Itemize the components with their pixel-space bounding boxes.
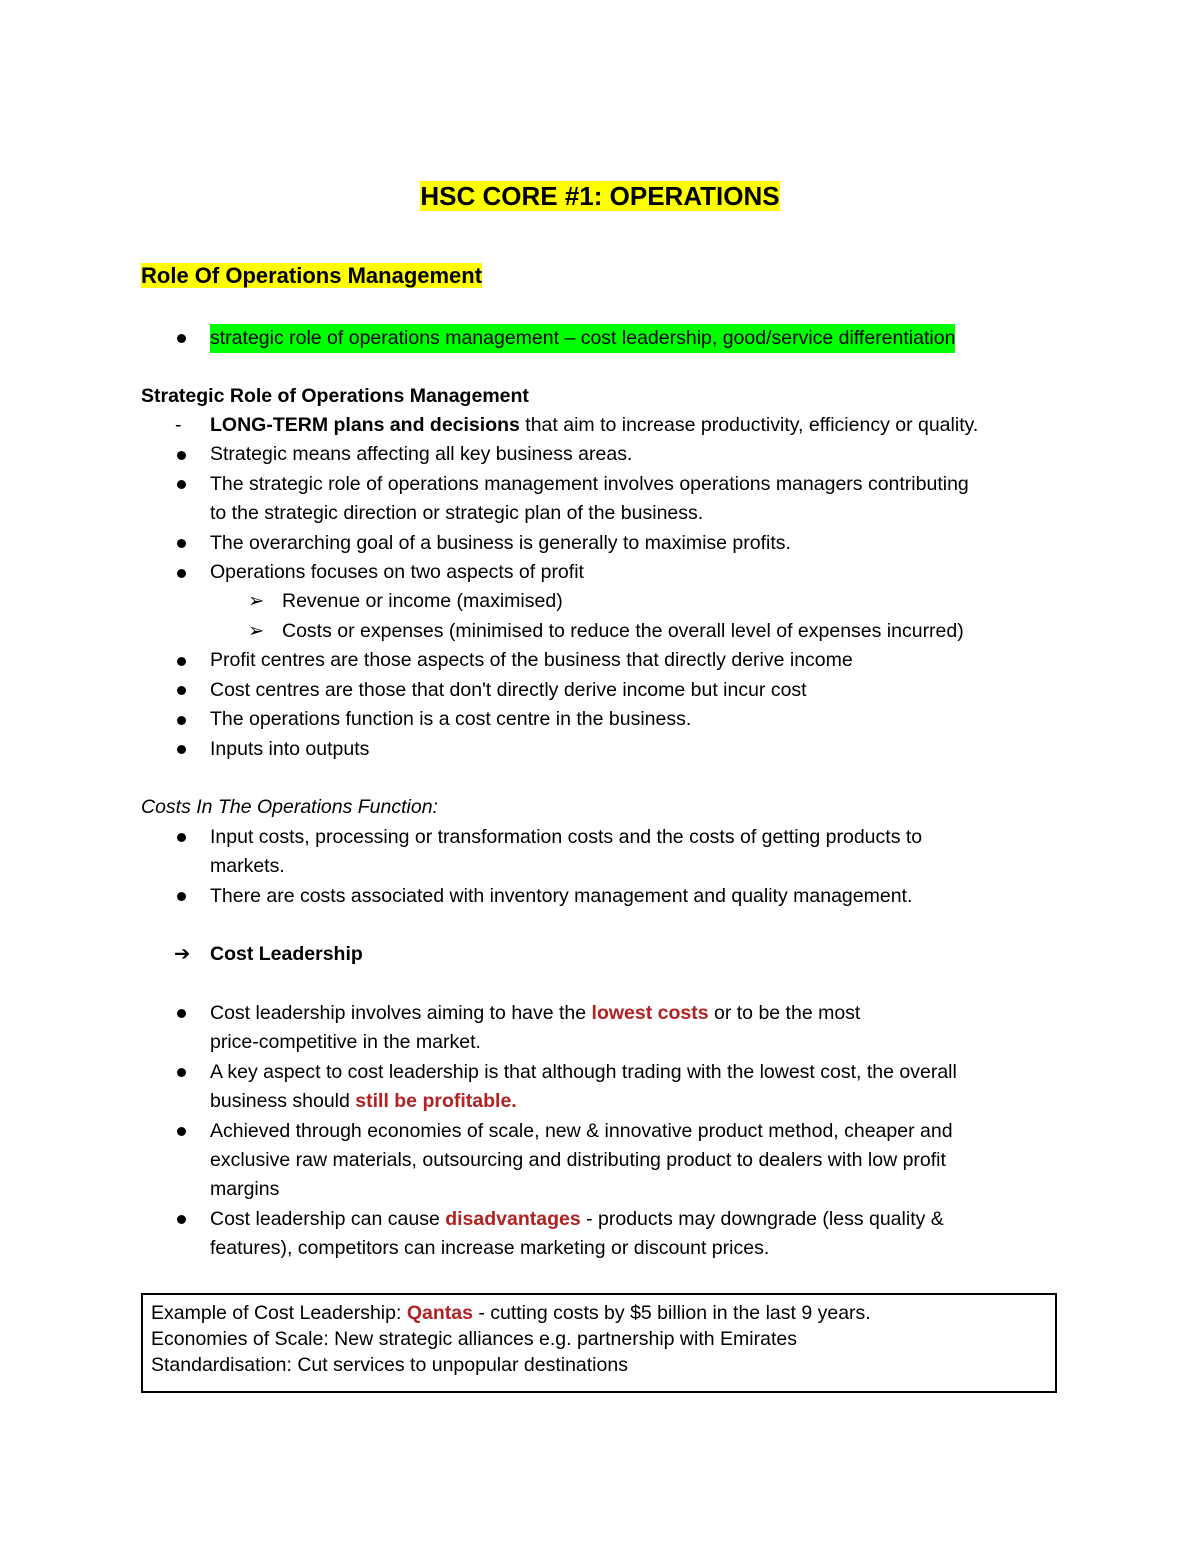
bullet-dot xyxy=(177,716,186,725)
arrowhead-icon: ➢ xyxy=(248,590,265,612)
bullet-dot xyxy=(177,569,186,578)
bullet-dot xyxy=(177,1009,186,1018)
list-item-continued: price-competitive in the market. xyxy=(210,1031,481,1053)
dash-item-rest: that aim to increase productivity, efficiency or quality. xyxy=(519,414,979,436)
sub-item: Revenue or income (maximised) xyxy=(282,590,563,612)
list-item: The operations function is a cost centre in the business. xyxy=(210,708,692,730)
list-item xyxy=(210,999,860,1028)
list-item-continued: markets. xyxy=(210,855,285,877)
list-item: Cost centres are those that don't directly derive income but incur cost xyxy=(210,679,807,701)
list-item: Profit centres are those aspects of the business that directly derive income xyxy=(210,649,853,671)
emphasis-text: Qantas xyxy=(406,1302,473,1324)
list-item-continued: exclusive raw materials, outsourcing and distributing product to dealers with low profit xyxy=(210,1149,946,1171)
example-line: Standardisation: Cut services to unpopular destinations xyxy=(151,1354,628,1376)
sub-item: Costs or expenses (minimised to reduce the overall level of expenses incurred) xyxy=(282,620,964,642)
list-item: Strategic means affecting all key business areas. xyxy=(210,443,633,465)
costs-heading: Costs In The Operations Function: xyxy=(141,796,438,818)
example-line: Economies of Scale: New strategic alliances e.g. partnership with Emirates xyxy=(151,1328,797,1350)
dash-item-bold: LONG-TERM plans and decisions xyxy=(210,414,520,436)
bullet-dot xyxy=(177,480,186,489)
list-item: The strategic role of operations management involves operations managers contributing xyxy=(210,473,969,495)
dash-marker: - xyxy=(175,414,182,436)
text-run: Cost leadership involves aiming to have the xyxy=(210,1002,592,1024)
list-item-continued: to the strategic direction or strategic plan of the business. xyxy=(210,502,704,524)
example-line xyxy=(151,1300,871,1326)
list-item: Operations focuses on two aspects of profit xyxy=(210,561,584,583)
list-item xyxy=(210,1205,944,1234)
bullet-dot xyxy=(177,1127,186,1136)
arrowhead-icon: ➢ xyxy=(248,620,265,642)
bullet-dot xyxy=(177,745,186,754)
text-run: or to be the most xyxy=(708,1002,861,1024)
bullet-dot xyxy=(177,657,186,666)
list-item: There are costs associated with inventory management and quality management. xyxy=(210,885,913,907)
emphasis-text: still be profitable. xyxy=(355,1090,517,1112)
section-heading-text: Role Of Operations Management xyxy=(141,263,483,288)
emphasis-text: disadvantages xyxy=(445,1208,581,1230)
bullet-dot xyxy=(177,892,186,901)
page-title xyxy=(0,178,1200,214)
dash-item xyxy=(210,411,978,440)
text-run: Cost leadership can cause xyxy=(210,1208,446,1230)
bullet-dot xyxy=(177,539,186,548)
list-item-continued: margins xyxy=(210,1178,280,1200)
list-item-continued xyxy=(210,1087,517,1116)
arrow-right-icon: ➔ xyxy=(174,943,191,965)
list-item: A key aspect to cost leadership is that although trading with the lowest cost, the overall xyxy=(210,1061,957,1083)
section-heading xyxy=(141,261,482,291)
text-run: business should xyxy=(210,1090,356,1112)
title-text: HSC CORE #1: OPERATIONS xyxy=(420,181,780,211)
cost-leadership-heading: Cost Leadership xyxy=(210,943,363,965)
emphasis-text: lowest costs xyxy=(591,1002,709,1024)
list-item: Achieved through economies of scale, new & innovative product method, cheaper and xyxy=(210,1120,953,1142)
bullet-dot xyxy=(177,1215,186,1224)
syllabus-point: strategic role of operations management – cost leadership, good/service differentiation xyxy=(210,324,955,353)
text-run: Example of Cost Leadership: xyxy=(151,1302,407,1324)
example-box xyxy=(141,1293,1057,1393)
list-item: Input costs, processing or transformation costs and the costs of getting products to xyxy=(210,826,923,848)
text-run: - cutting costs by $5 billion in the last 9 years. xyxy=(472,1302,871,1324)
list-item: Inputs into outputs xyxy=(210,738,370,760)
bullet-dot xyxy=(177,833,186,842)
bullet-dot xyxy=(177,451,186,460)
bullet-dot xyxy=(177,334,186,343)
list-item-continued: features), competitors can increase marketing or discount prices. xyxy=(210,1237,770,1259)
text-run: - products may downgrade (less quality & xyxy=(580,1208,944,1230)
list-item: The overarching goal of a business is generally to maximise profits. xyxy=(210,532,791,554)
strategic-heading: Strategic Role of Operations Management xyxy=(141,385,529,407)
bullet-dot xyxy=(177,1068,186,1077)
bullet-dot xyxy=(177,686,186,695)
